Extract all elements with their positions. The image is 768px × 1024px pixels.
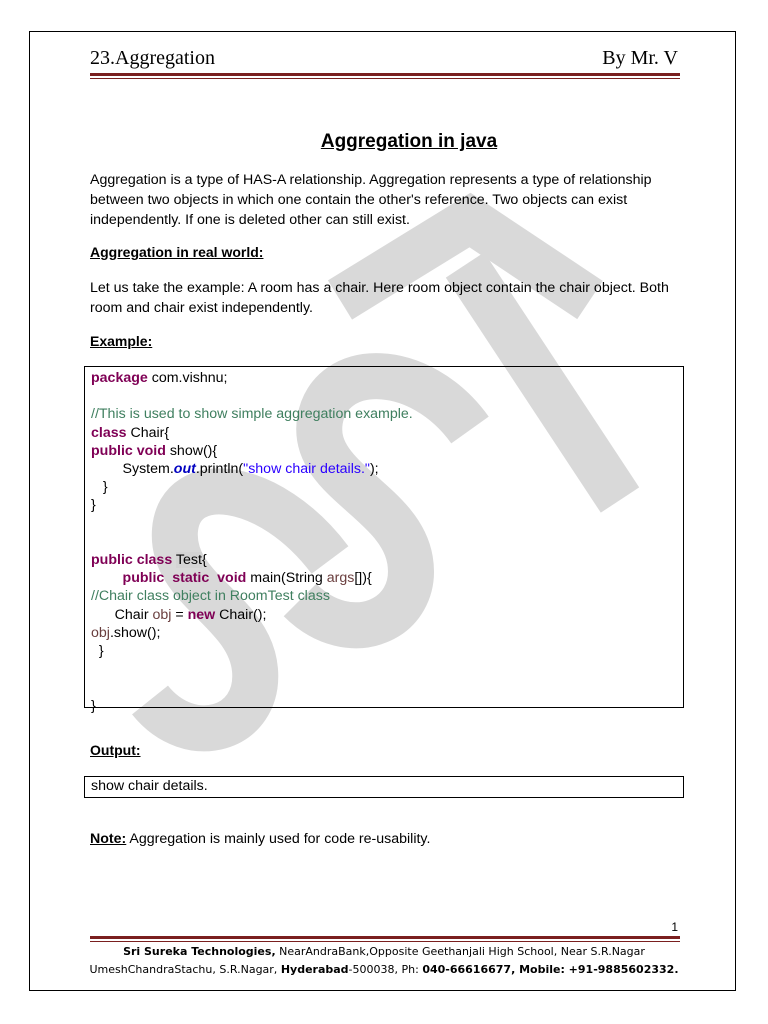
output-box: show chair details. — [84, 776, 684, 798]
real-world-paragraph: Let us take the example: A room has a chair. Here room object contain the chair object. Both room and chair exist independently. — [90, 280, 669, 316]
header-rule-thin — [90, 78, 680, 79]
section-real-world-heading: Aggregation in real world: — [90, 244, 264, 260]
code-line: System.out.println("show chair details."); — [91, 461, 379, 478]
code-comment: //Chair class object in RoomTest class — [91, 588, 330, 605]
section-output-heading: Output: — [90, 742, 141, 758]
footer-line-2: UmeshChandraStachu, S.R.Nagar, Hyderabad-500038, Ph: 040-66616677, Mobile: +91-9885602332. — [89, 963, 679, 976]
code-line: Chair obj = new Chair(); — [91, 606, 267, 623]
note-text: Aggregation is mainly used for code re-usability. — [126, 831, 431, 847]
code-line: } — [91, 697, 96, 714]
footer-rule — [90, 936, 680, 939]
code-line: public static void main(String args[]){ — [122, 570, 372, 587]
code-line: obj.show(); — [91, 624, 161, 641]
code-line: package com.vishnu; — [91, 370, 228, 386]
intro-paragraph: Aggregation is a type of HAS-A relationship. Aggregation represents a type of relationship between two objects in which one contain the other's reference. Two objects can exist independently. If one is deleted other can still exist. — [90, 172, 652, 228]
code-block — [84, 366, 684, 714]
footer-line-1: Sri Sureka Technologies, NearAndraBank,Opposite Geethanjali High School, Near S.R.Nagar — [123, 945, 645, 958]
code-line: public class Test{ — [91, 552, 207, 569]
header-author: By Mr. V — [602, 47, 678, 69]
header-title: 23.Aggregation — [90, 47, 215, 69]
footer-rule-thin — [90, 941, 680, 942]
code-text — [91, 369, 413, 715]
code-line: class Chair{ — [91, 424, 170, 441]
note — [90, 831, 430, 847]
page-title: Aggregation in java — [320, 131, 498, 152]
code-comment: //This is used to show simple aggregation example. — [91, 406, 413, 423]
note-label: Note: — [90, 831, 127, 847]
code-line: } — [91, 497, 96, 514]
code-line: } — [91, 479, 108, 496]
section-example-heading: Example: — [90, 333, 153, 349]
code-line: } — [91, 643, 104, 660]
page-number: 1 — [671, 920, 678, 934]
header-rule — [90, 73, 680, 76]
code-line: public void show(){ — [91, 442, 218, 459]
